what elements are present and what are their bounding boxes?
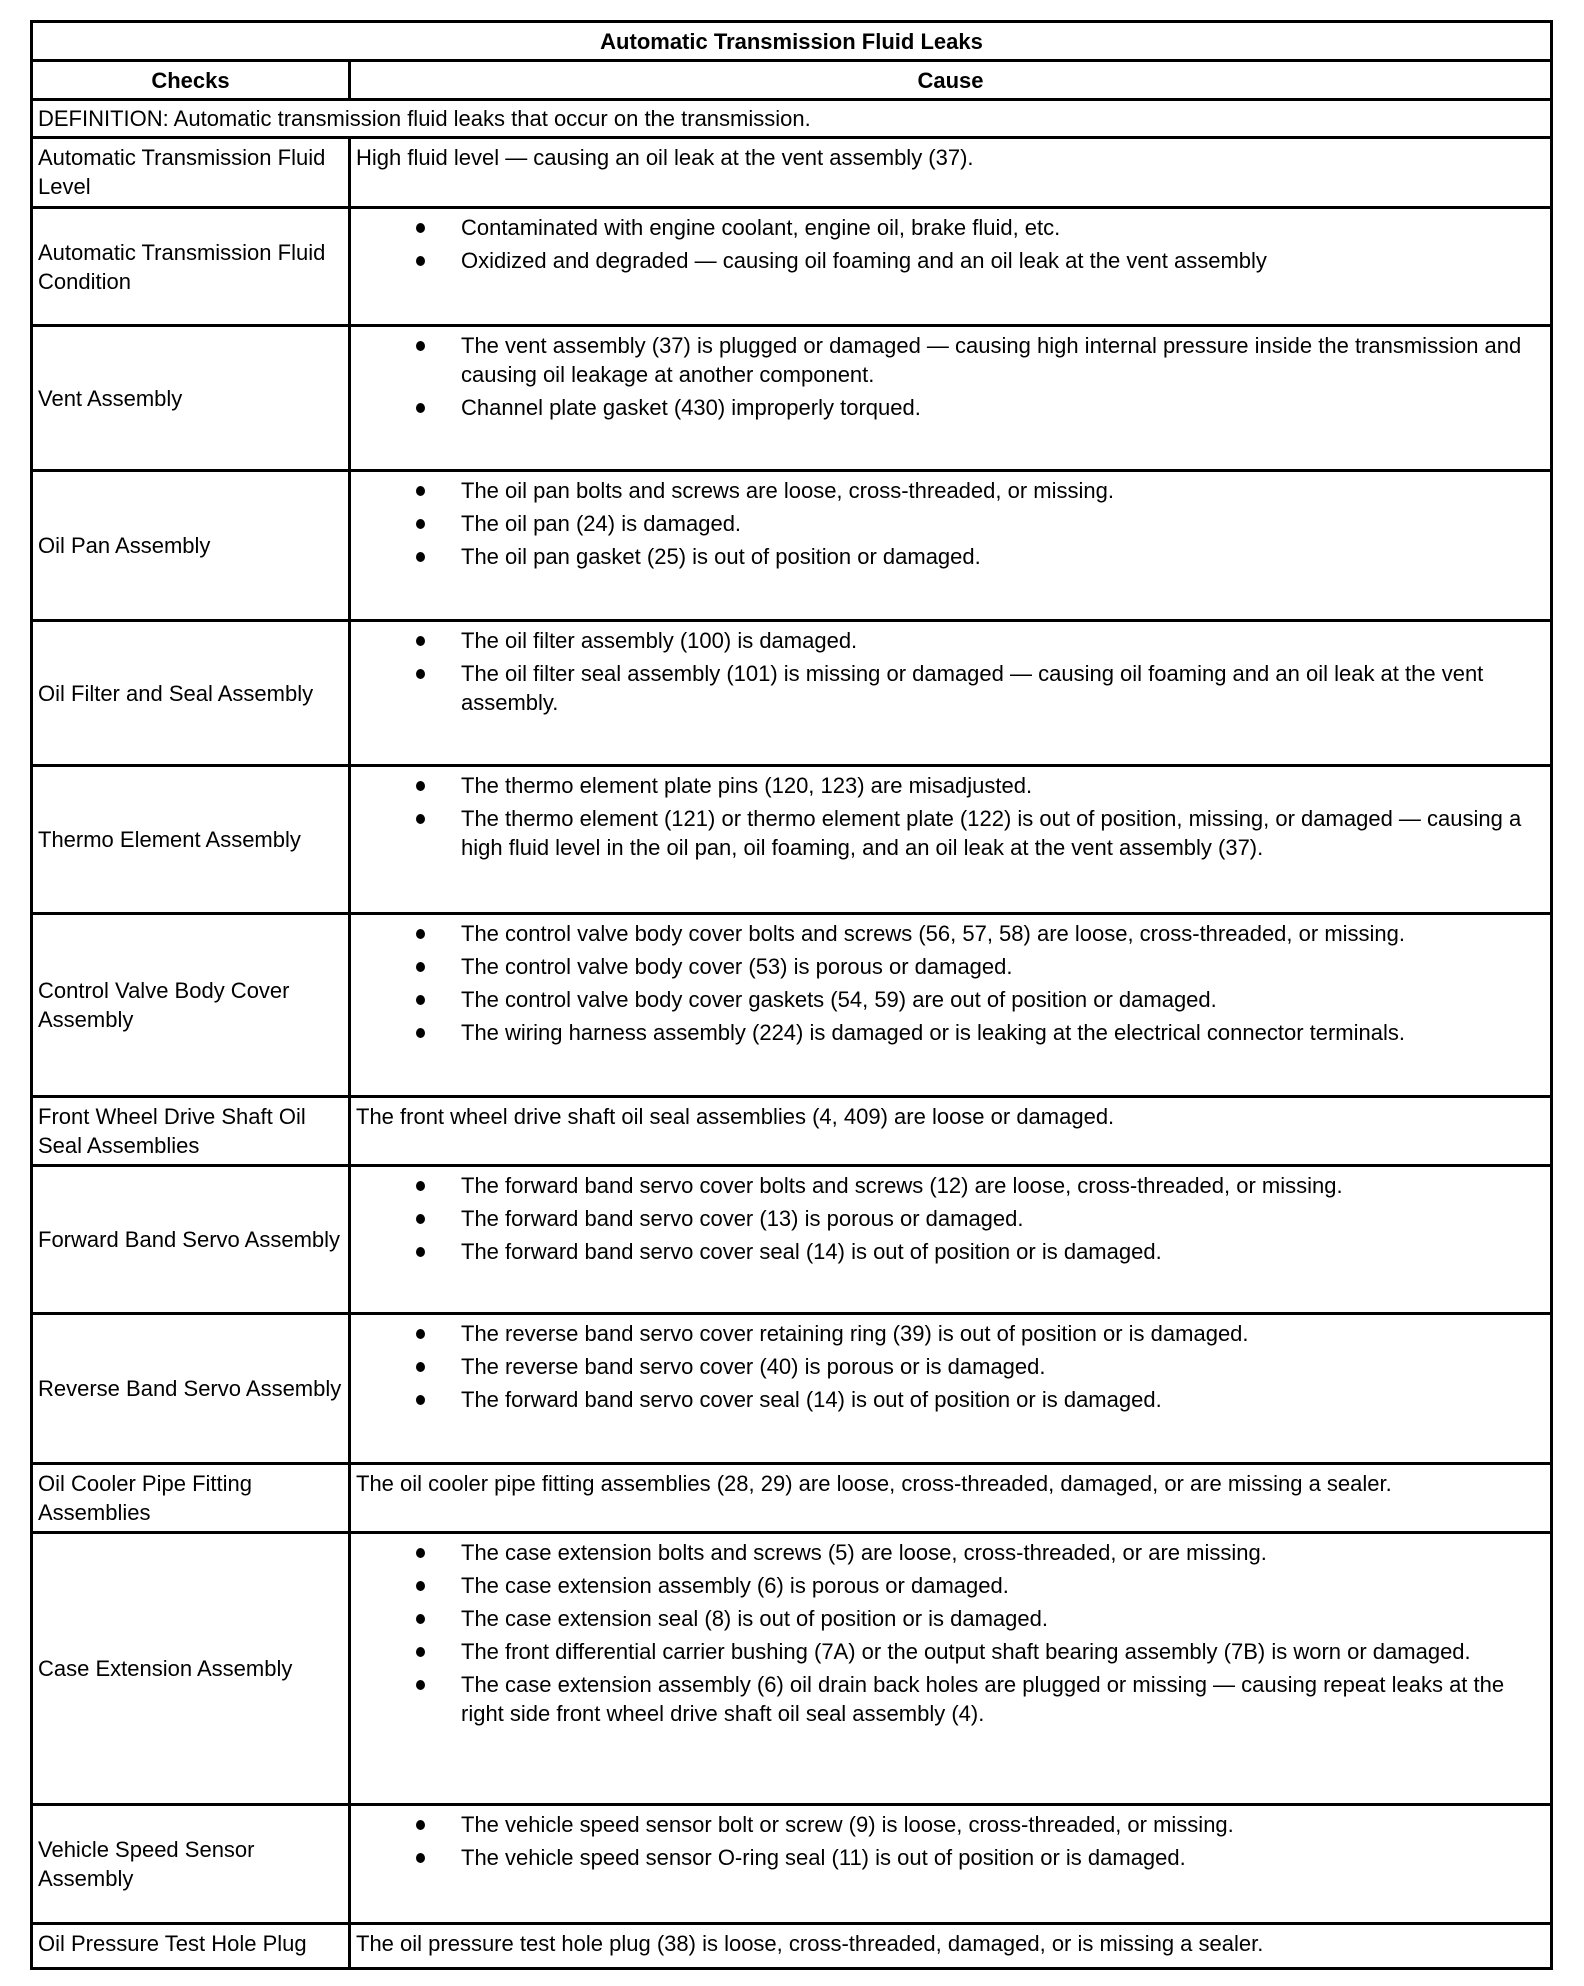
fluid-leaks-table <box>30 20 1553 1970</box>
cause-list-item: The case extension assembly (6) oil drain back holes are plugged or missing — causing repeat leaks at the right side front wheel drive shaft oil seal assembly (4). <box>356 1670 1545 1728</box>
cause-list <box>356 1171 1545 1266</box>
table-row <box>32 138 1552 208</box>
check-cell: Oil Pressure Test Hole Plug <box>32 1924 350 1969</box>
cause-cell <box>350 1805 1552 1924</box>
cause-list-item: The forward band servo cover bolts and screws (12) are loose, cross-threaded, or missing. <box>356 1171 1545 1200</box>
cause-cell <box>350 1166 1552 1314</box>
cause-cell <box>350 766 1552 914</box>
cause-list <box>356 1319 1545 1414</box>
check-cell: Thermo Element Assembly <box>32 766 350 914</box>
table-row <box>32 1464 1552 1533</box>
check-cell: Oil Cooler Pipe Fitting Assemblies <box>32 1464 350 1533</box>
cause-list <box>356 213 1545 275</box>
cause-cell <box>350 621 1552 766</box>
check-cell: Reverse Band Servo Assembly <box>32 1314 350 1464</box>
table-row <box>32 1314 1552 1464</box>
cause-list-item: The control valve body cover (53) is porous or damaged. <box>356 952 1545 981</box>
cause-cell: The oil cooler pipe fitting assemblies (28, 29) are loose, cross-threaded, damaged, or are missing a sealer. <box>350 1464 1552 1533</box>
check-cell: Automatic Transmission Fluid Level <box>32 138 350 208</box>
cause-list-item: The oil pan (24) is damaged. <box>356 509 1545 538</box>
cause-list <box>356 1538 1545 1728</box>
check-cell: Oil Pan Assembly <box>32 471 350 621</box>
cause-list-item: The case extension seal (8) is out of position or is damaged. <box>356 1604 1545 1633</box>
cause-list-item: The oil pan gasket (25) is out of position or damaged. <box>356 542 1545 571</box>
cause-list <box>356 771 1545 862</box>
cause-list-item: Oxidized and degraded — causing oil foaming and an oil leak at the vent assembly <box>356 246 1545 275</box>
cause-cell <box>350 326 1552 471</box>
cause-list-item: The vehicle speed sensor O-ring seal (11) is out of position or is damaged. <box>356 1843 1545 1872</box>
cause-cell: The oil pressure test hole plug (38) is loose, cross-threaded, damaged, or is missing a sealer. <box>350 1924 1552 1969</box>
check-cell: Vent Assembly <box>32 326 350 471</box>
definition-row <box>32 100 1552 138</box>
cause-cell: The front wheel drive shaft oil seal assemblies (4, 409) are loose or damaged. <box>350 1097 1552 1166</box>
table-row <box>32 914 1552 1097</box>
cause-list-item: The front differential carrier bushing (7A) or the output shaft bearing assembly (7B) is worn or damaged. <box>356 1637 1545 1666</box>
cause-list-item: The oil filter seal assembly (101) is missing or damaged — causing oil foaming and an oil leak at the vent assembly. <box>356 659 1545 717</box>
table-row <box>32 1924 1552 1969</box>
table-row <box>32 208 1552 326</box>
cause-list <box>356 919 1545 1047</box>
table-row <box>32 1097 1552 1166</box>
cause-cell <box>350 914 1552 1097</box>
table-row <box>32 621 1552 766</box>
cause-list-item: The forward band servo cover (13) is porous or damaged. <box>356 1204 1545 1233</box>
check-cell: Automatic Transmission Fluid Condition <box>32 208 350 326</box>
cause-list-item: The vehicle speed sensor bolt or screw (9) is loose, cross-threaded, or missing. <box>356 1810 1545 1839</box>
cause-list-item: The oil filter assembly (100) is damaged. <box>356 626 1545 655</box>
check-cell: Case Extension Assembly <box>32 1533 350 1805</box>
cause-list-item: The control valve body cover gaskets (54, 59) are out of position or damaged. <box>356 985 1545 1014</box>
check-cell: Forward Band Servo Assembly <box>32 1166 350 1314</box>
cause-cell <box>350 208 1552 326</box>
cause-cell <box>350 1533 1552 1805</box>
cause-list <box>356 476 1545 571</box>
definition-text: DEFINITION: Automatic transmission fluid leaks that occur on the transmission. <box>32 100 1552 138</box>
check-cell: Vehicle Speed Sensor Assembly <box>32 1805 350 1924</box>
table-row <box>32 1805 1552 1924</box>
table-title-row <box>32 22 1552 61</box>
cause-list-item: The forward band servo cover seal (14) is out of position or is damaged. <box>356 1385 1545 1414</box>
table-row <box>32 326 1552 471</box>
check-cell: Control Valve Body Cover Assembly <box>32 914 350 1097</box>
cause-list-item: The thermo element (121) or thermo element plate (122) is out of position, missing, or damaged — causing a high fluid level in the oil pan, oil foaming, and an oil leak at the vent assembly (37). <box>356 804 1545 862</box>
cause-list-item: The case extension bolts and screws (5) are loose, cross-threaded, or are missing. <box>356 1538 1545 1567</box>
cause-list-item: The oil pan bolts and screws are loose, cross-threaded, or missing. <box>356 476 1545 505</box>
header-cause: Cause <box>350 61 1552 100</box>
cause-list-item: The reverse band servo cover retaining ring (39) is out of position or is damaged. <box>356 1319 1545 1348</box>
table-title: Automatic Transmission Fluid Leaks <box>32 22 1552 61</box>
check-cell: Front Wheel Drive Shaft Oil Seal Assemblies <box>32 1097 350 1166</box>
table-row <box>32 471 1552 621</box>
cause-list-item: The control valve body cover bolts and screws (56, 57, 58) are loose, cross-threaded, or missing. <box>356 919 1545 948</box>
cause-cell: High fluid level — causing an oil leak at the vent assembly (37). <box>350 138 1552 208</box>
cause-cell <box>350 1314 1552 1464</box>
table-row <box>32 766 1552 914</box>
cause-list-item: Contaminated with engine coolant, engine oil, brake fluid, etc. <box>356 213 1545 242</box>
check-cell: Oil Filter and Seal Assembly <box>32 621 350 766</box>
header-checks: Checks <box>32 61 350 100</box>
cause-list-item: The vent assembly (37) is plugged or damaged — causing high internal pressure inside the transmission and causing oil leakage at another component. <box>356 331 1545 389</box>
cause-list-item: The reverse band servo cover (40) is porous or is damaged. <box>356 1352 1545 1381</box>
cause-list-item: The thermo element plate pins (120, 123) are misadjusted. <box>356 771 1545 800</box>
cause-list <box>356 1810 1545 1872</box>
table-row <box>32 1533 1552 1805</box>
cause-list <box>356 331 1545 422</box>
table-row <box>32 1166 1552 1314</box>
cause-cell <box>350 471 1552 621</box>
cause-list-item: Channel plate gasket (430) improperly torqued. <box>356 393 1545 422</box>
cause-list-item: The wiring harness assembly (224) is damaged or is leaking at the electrical connector terminals. <box>356 1018 1545 1047</box>
cause-list <box>356 626 1545 717</box>
cause-list-item: The case extension assembly (6) is porous or damaged. <box>356 1571 1545 1600</box>
cause-list-item: The forward band servo cover seal (14) is out of position or is damaged. <box>356 1237 1545 1266</box>
table-header-row <box>32 61 1552 100</box>
